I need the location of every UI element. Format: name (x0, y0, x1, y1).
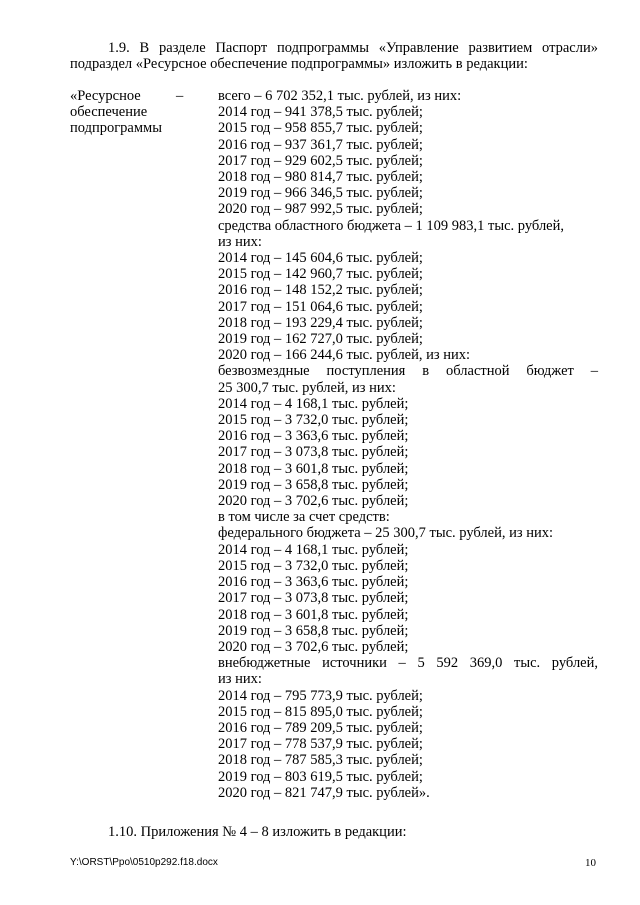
resource-value-line: из них: (218, 233, 262, 250)
resource-value-line: 2020 год – 987 992,5 тыс. рублей; (218, 201, 423, 218)
resource-value-line: 2019 год – 3 658,8 тыс. рублей; (218, 622, 409, 639)
resource-value-line: 2014 год – 941 378,5 тыс. рублей; (218, 104, 423, 121)
resource-value-line: 2014 год – 795 773,9 тыс. рублей; (218, 687, 423, 704)
resource-value-line: 2020 год – 3 702,6 тыс. рублей; (218, 638, 409, 655)
resource-value-line: 2015 год – 142 960,7 тыс. рублей; (218, 266, 423, 283)
resource-value-line: 2016 год – 148 152,2 тыс. рублей; (218, 282, 423, 299)
resource-label-line: «Ресурсное (70, 88, 141, 104)
resource-value-line: 2014 год – 4 168,1 тыс. рублей; (218, 395, 409, 412)
resource-value-line: 2019 год – 3 658,8 тыс. рублей; (218, 476, 409, 493)
resource-value-line: 2017 год – 151 064,6 тыс. рублей; (218, 298, 423, 315)
resource-label-line: подпрограммы (70, 120, 162, 137)
resource-value-line: 2019 год – 162 727,0 тыс. рублей; (218, 331, 423, 348)
resource-value-line: 2016 год – 3 363,6 тыс. рублей; (218, 428, 409, 445)
resource-value-line: 2015 год – 3 732,0 тыс. рублей; (218, 412, 409, 429)
resource-value-line: 2016 год – 937 361,7 тыс. рублей; (218, 136, 423, 153)
resource-value-line: 25 300,7 тыс. рублей, из них: (218, 379, 396, 396)
resource-value-line: 2016 год – 3 363,6 тыс. рублей; (218, 574, 409, 591)
resource-value-line: 2014 год – 4 168,1 тыс. рублей; (218, 541, 409, 558)
resource-value-line: 2020 год – 166 244,6 тыс. рублей, из них: (218, 347, 471, 364)
resource-value-line: 2018 год – 787 585,3 тыс. рублей; (218, 752, 423, 769)
paragraph-1-9: 1.9. В разделе Паспорт подпрограммы «Управление развитием отрасли» подраздел «Ресурсное обеспечение подпрограммы» изложить в редакции: (70, 40, 598, 73)
resource-value-line: 2015 год – 815 895,0 тыс. рублей; (218, 703, 423, 720)
resource-value-line: средства областного бюджета – 1 109 983,1 тыс. рублей, (218, 217, 564, 234)
resource-value-line: 2017 год – 3 073,8 тыс. рублей; (218, 444, 409, 461)
resource-value-line: из них: (218, 671, 262, 688)
resource-label-line: обеспечение (70, 104, 148, 121)
resource-label (70, 88, 210, 137)
resource-value-line: 2018 год – 3 601,8 тыс. рублей; (218, 606, 409, 623)
resource-value-line: внебюджетные источники – 5 592 369,0 тыс. рублей, (218, 655, 598, 672)
resource-value-line: в том числе за счет средств: (218, 509, 390, 526)
resource-value-line: 2017 год – 929 602,5 тыс. рублей; (218, 152, 423, 169)
resource-value-line: 2018 год – 980 814,7 тыс. рублей; (218, 169, 423, 186)
resource-value-line: 2019 год – 966 346,5 тыс. рублей; (218, 185, 423, 202)
footer-page-number: 10 (585, 857, 596, 869)
resource-value-line: федерального бюджета – 25 300,7 тыс. рублей, из них: (218, 525, 554, 542)
resource-value-line: всего – 6 702 352,1 тыс. рублей, из них: (218, 88, 462, 104)
resource-value-line: 2017 год – 778 537,9 тыс. рублей; (218, 736, 423, 753)
resource-values (218, 88, 598, 801)
resource-value-line: 2017 год – 3 073,8 тыс. рублей; (218, 590, 409, 607)
paragraph-1-10: 1.10. Приложения № 4 – 8 изложить в редакции: (108, 824, 407, 840)
footer-file-path: Y:\ORST\Ppo\0510p292.f18.docx (70, 857, 218, 868)
resource-value-line: 2016 год – 789 209,5 тыс. рублей; (218, 719, 423, 736)
resource-value-line: 2019 год – 803 619,5 тыс. рублей; (218, 768, 423, 785)
resource-value-line: 2020 год – 3 702,6 тыс. рублей; (218, 493, 409, 510)
label-dash: – (176, 88, 184, 104)
resource-value-line: 2015 год – 3 732,0 тыс. рублей; (218, 557, 409, 574)
resource-value-line: 2018 год – 3 601,8 тыс. рублей; (218, 460, 409, 477)
resource-value-line: безвозмездные поступления в областной бюджет – (218, 363, 598, 380)
resource-value-line: 2020 год – 821 747,9 тыс. рублей». (218, 784, 430, 801)
resource-value-line: 2015 год – 958 855,7 тыс. рублей; (218, 120, 423, 137)
resource-value-line: 2018 год – 193 229,4 тыс. рублей; (218, 314, 423, 331)
resource-value-line: 2014 год – 145 604,6 тыс. рублей; (218, 250, 423, 267)
